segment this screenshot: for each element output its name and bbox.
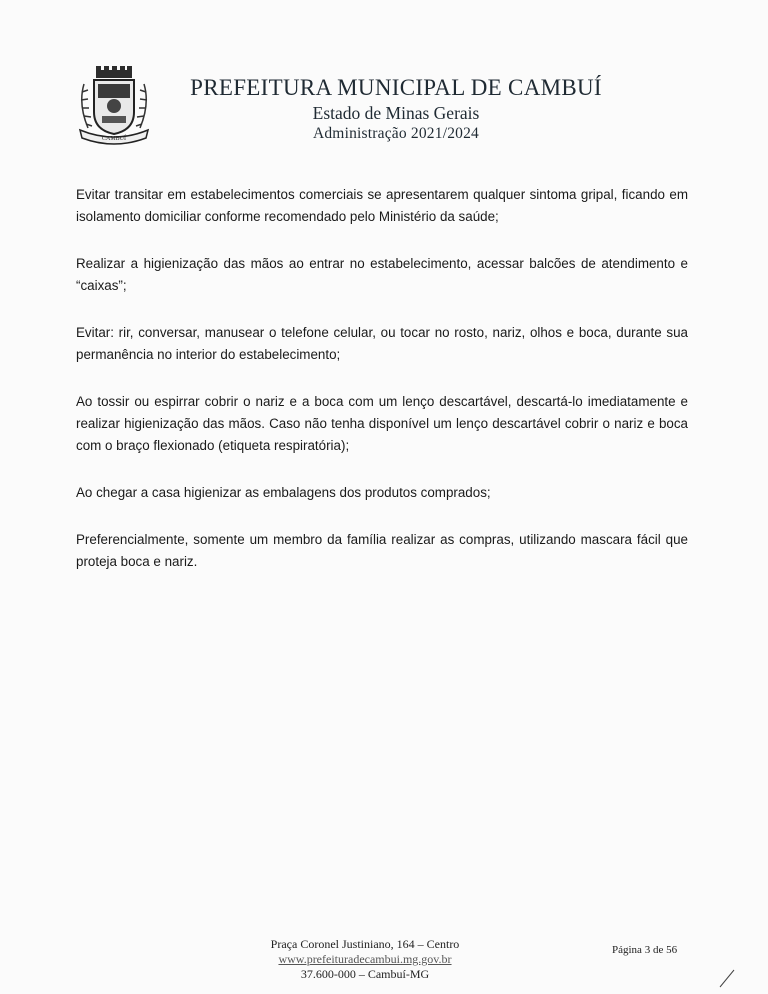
footer-website-link[interactable]: www.prefeituradecambui.mg.gov.br	[278, 952, 452, 966]
paragraph: Ao chegar a casa higienizar as embalagens dos produtos comprados;	[76, 485, 491, 500]
municipality-title: PREFEITURA MUNICIPAL DE CAMBUÍ	[190, 75, 602, 100]
footer	[230, 937, 500, 982]
paragraph: Evitar transitar em estabelecimentos comerciais se apresentarem qualquer sintoma gripal, ficando em isolamento domiciliar conforme recomendado pelo Ministério da saúde;	[76, 187, 688, 224]
paragraph: Evitar: rir, conversar, manusear o telefone celular, ou tocar no rosto, nariz, olhos e boca, durante sua permanência no interior do estabelecimento;	[76, 325, 688, 362]
municipal-coat-of-arms	[74, 64, 154, 146]
letterhead-text	[166, 74, 626, 144]
paragraph: Preferencialmente, somente um membro da família realizar as compras, utilizando mascara fácil que proteja boca e nariz.	[76, 532, 688, 569]
pen-mark	[718, 968, 736, 988]
crest-label: CAMBUÍ	[101, 136, 127, 142]
paragraph: Ao tossir ou espirrar cobrir o nariz e a boca com um lenço descartável, descartá-lo imediatamente e realizar higienização das mãos. Caso não tenha disponível um lenço descartável cobrir o nariz e boca com o braço flexionado (etiqueta respiratória);	[76, 394, 688, 453]
letterhead	[74, 64, 634, 154]
footer-address: Praça Coronel Justiniano, 164 – Centro	[270, 937, 460, 951]
paragraph: Realizar a higienização das mãos ao entrar no estabelecimento, acessar balcões de atendimento e “caixas”;	[76, 256, 688, 293]
page-number: Página 3 de 56	[612, 944, 678, 956]
document-body	[76, 184, 688, 598]
state-name: Estado de Minas Gerais	[312, 103, 480, 123]
administration-period: Administração 2021/2024	[312, 125, 480, 142]
footer-city: 37.600-000 – Cambuí-MG	[300, 967, 430, 981]
